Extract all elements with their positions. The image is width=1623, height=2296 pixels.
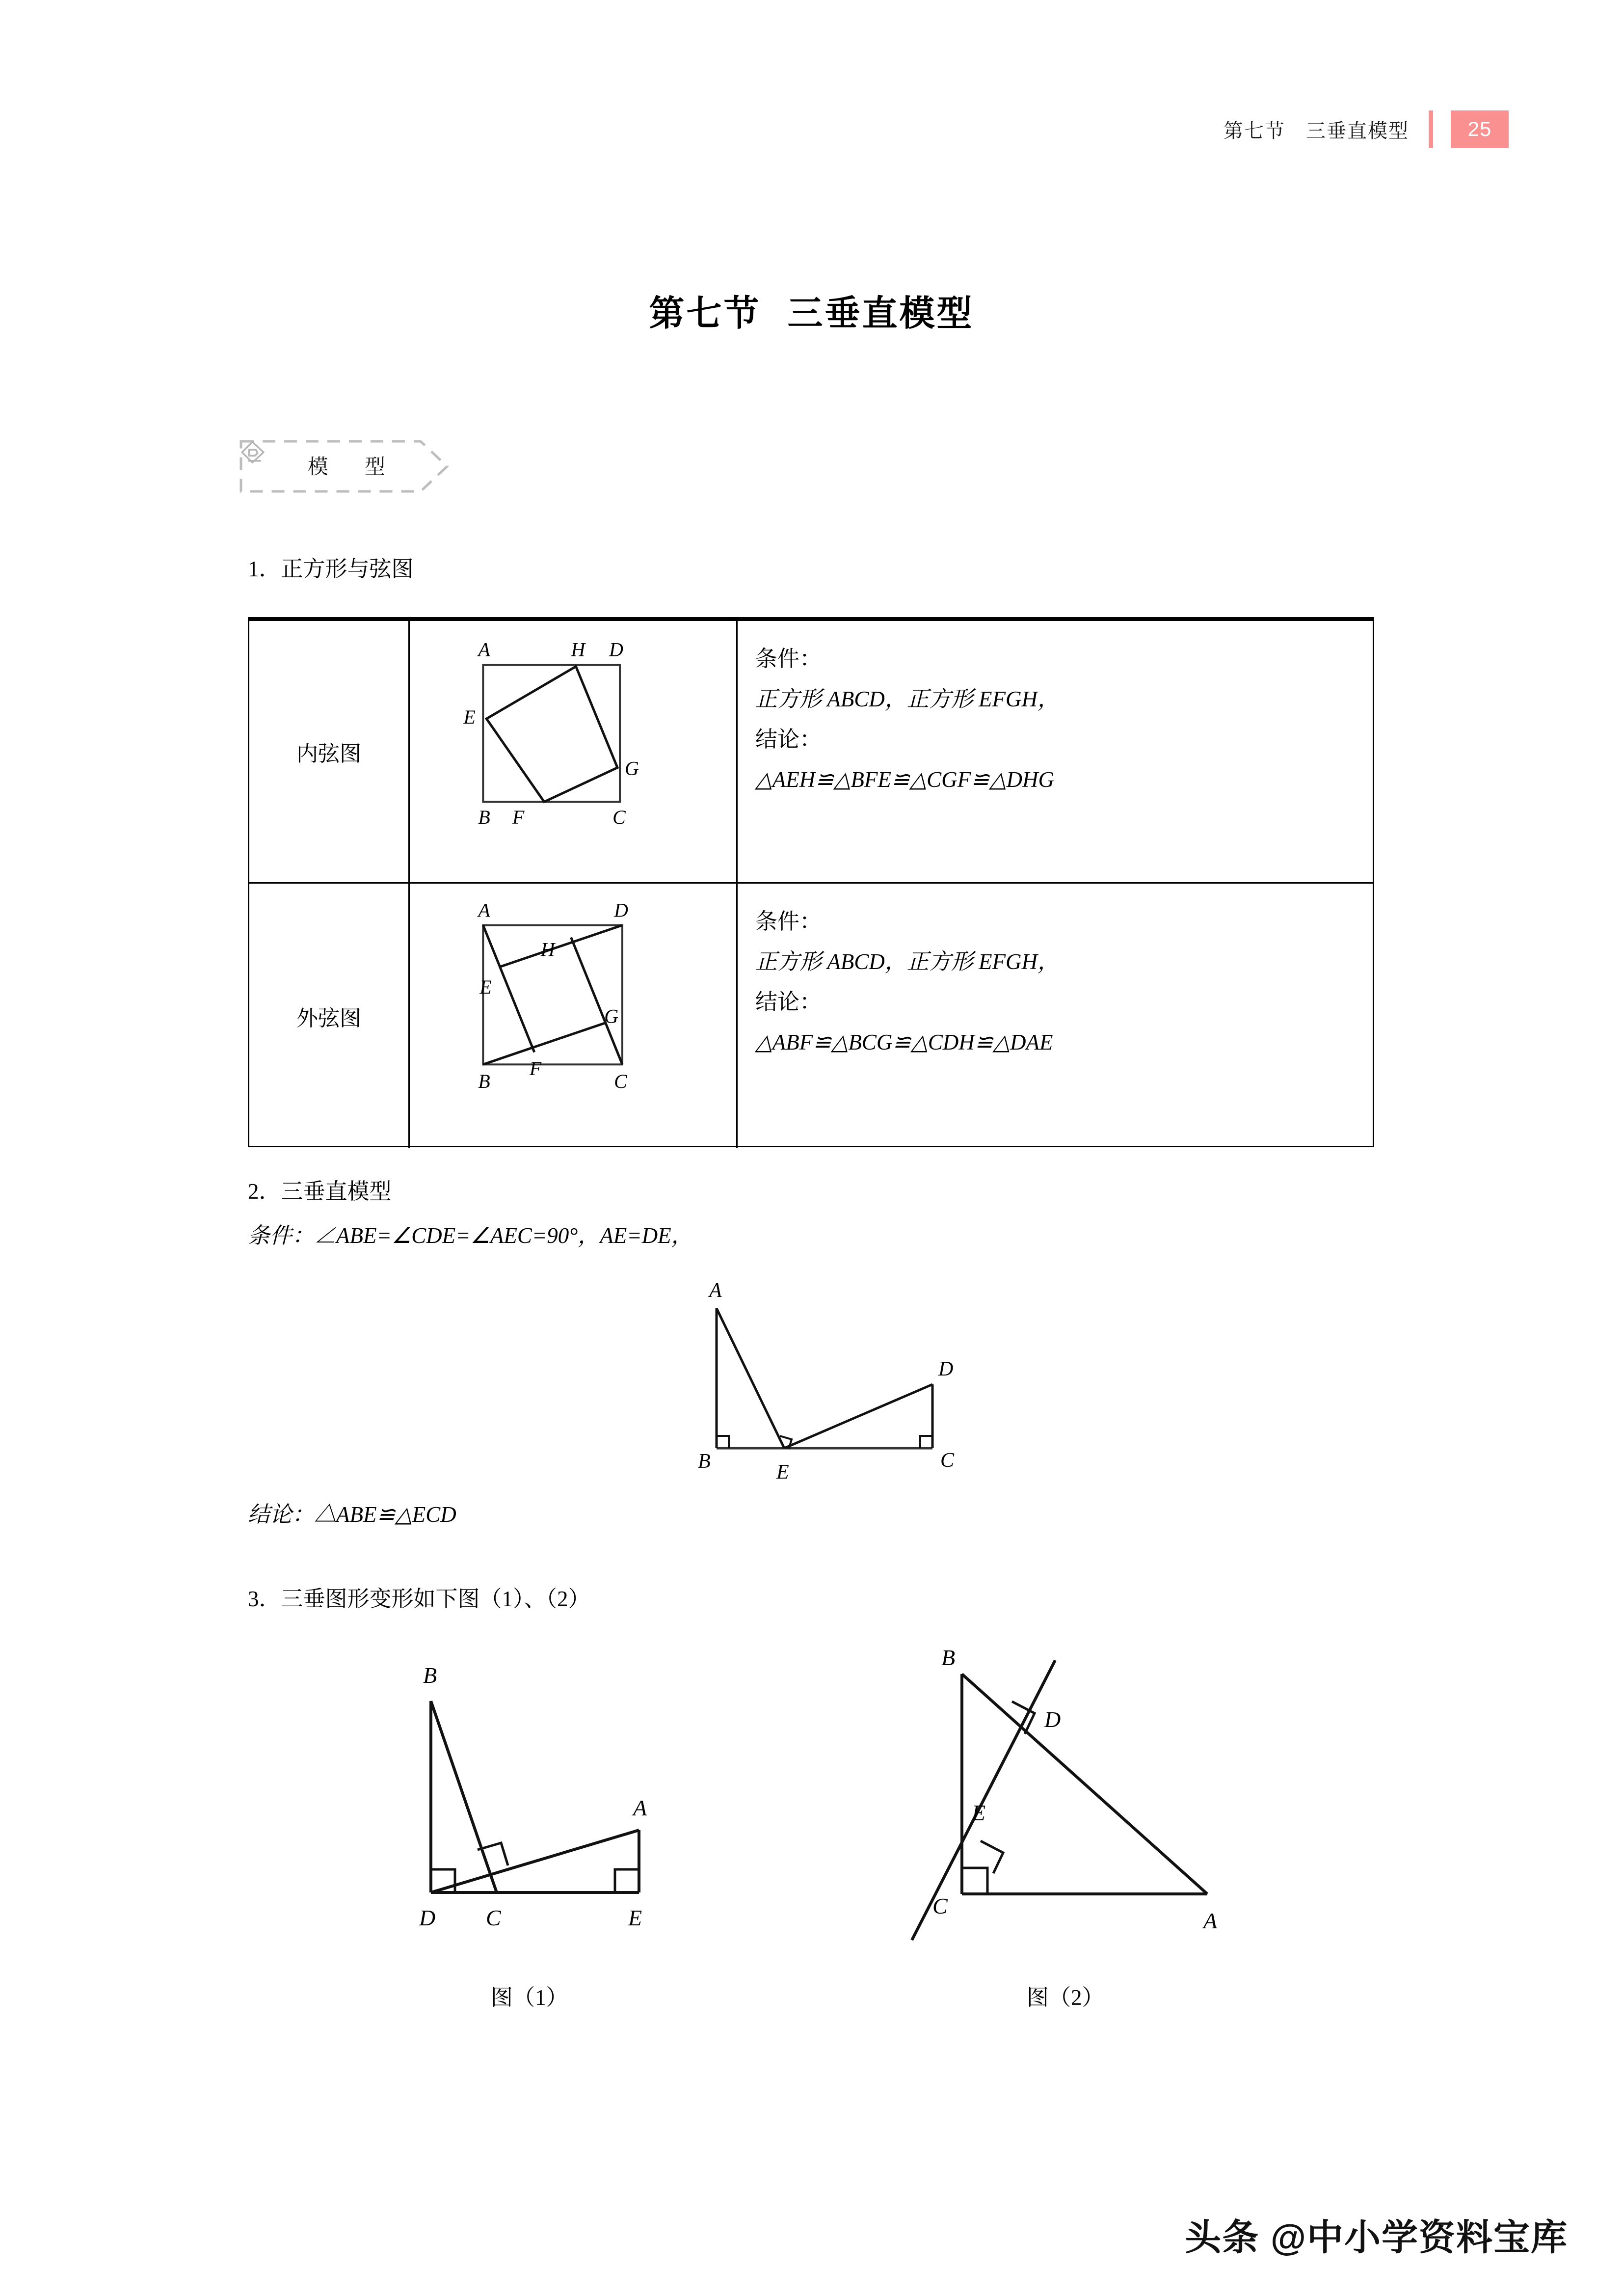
condition-body: 正方形 ABCD，正方形 EFGH， [755, 687, 1060, 711]
page-title [0, 285, 1623, 336]
outer-chord-text [738, 884, 1373, 1148]
svg-text:E: E [776, 1461, 789, 1484]
svg-text:G: G [625, 757, 639, 780]
svg-text:B: B [478, 807, 490, 829]
svg-text:E: E [628, 1905, 642, 1930]
svg-text:H: H [540, 939, 555, 961]
svg-text:A: A [1203, 1908, 1218, 1933]
svg-text:B: B [423, 1663, 437, 1688]
svg-text:C: C [614, 1071, 627, 1093]
section-1-heading: 1．正方形与弦图 [248, 557, 414, 581]
svg-text:D: D [609, 639, 623, 661]
svg-text:A: A [633, 1795, 647, 1820]
svg-text:B: B [698, 1450, 711, 1473]
svg-text:A: A [478, 639, 490, 661]
svg-text:E: E [972, 1800, 986, 1825]
three-perpendicular-svg [667, 1267, 1011, 1497]
page-title-part1: 第七节 [649, 294, 761, 333]
section-2-conclusion: 结论：△ABE≌△ECD [248, 1502, 456, 1527]
inner-chord-square-figure [410, 621, 738, 882]
condition-label: 条件： [755, 909, 822, 934]
svg-text:D: D [614, 899, 628, 921]
svg-text:A: A [478, 899, 490, 921]
row-name-inner: 内弦图 [249, 621, 410, 882]
section-2-condition: 条件：∠ABE=∠CDE=∠AEC=90°，AE=DE， [248, 1223, 693, 1248]
inner-chord-square-svg [410, 621, 736, 883]
three-perpendicular-figure [667, 1267, 1011, 1497]
svg-text:C: C [932, 1893, 948, 1918]
row-name-outer: 外弦图 [249, 884, 410, 1148]
table-row [249, 621, 1373, 884]
condition-body: 正方形 ABCD，正方形 EFGH， [755, 949, 1060, 974]
page-number-badge: 25 [1451, 110, 1509, 148]
table-row [249, 884, 1373, 1148]
svg-text:C: C [612, 807, 626, 829]
svg-text:D: D [938, 1358, 954, 1380]
inner-chord-text [738, 621, 1373, 882]
running-header-section: 第七节 三垂直模型 [1224, 120, 1409, 142]
svg-text:F: F [512, 807, 525, 829]
running-header [1224, 110, 1509, 148]
figure-2-caption: 图（2） [1027, 1985, 1104, 2010]
conclusion-label: 结论： [755, 990, 822, 1014]
svg-text:G: G [604, 1005, 618, 1027]
svg-text:B: B [478, 1071, 490, 1093]
svg-text:D: D [419, 1905, 436, 1930]
svg-text:E: E [479, 976, 492, 998]
variant-figure-1-svg [388, 1635, 702, 1978]
variant-figure-1 [388, 1635, 702, 1978]
svg-text:F: F [529, 1058, 542, 1080]
svg-text:C: C [486, 1905, 501, 1930]
conclusion-body: △AEH≌△BFE≌△CGF≌△DHG [755, 767, 1054, 792]
model-badge [239, 439, 450, 493]
watermark: 头条 @中小学资料宝库 [1185, 2217, 1568, 2258]
svg-text:D: D [1044, 1707, 1061, 1732]
svg-text:C: C [940, 1449, 955, 1472]
condition-label: 条件： [755, 647, 822, 671]
svg-text:B: B [941, 1645, 956, 1670]
section-2-heading: 2．三垂直模型 [248, 1179, 392, 1204]
eraser-icon [239, 439, 267, 467]
outer-chord-square-svg [410, 884, 736, 1147]
svg-text:E: E [463, 706, 476, 729]
svg-text:H: H [571, 639, 585, 661]
conclusion-body: △ABF≌△BCG≌△CDH≌△DAE [755, 1030, 1053, 1054]
variant-figure-2-svg [903, 1620, 1247, 1978]
header-accent-rule [1429, 110, 1433, 148]
section-3-heading: 3．三垂图形变形如下图（1）、（2） [248, 1587, 590, 1611]
outer-chord-square-figure [410, 884, 738, 1148]
svg-text:A: A [709, 1279, 722, 1302]
variant-figure-2 [903, 1620, 1247, 1978]
page-title-part2: 三垂直模型 [787, 294, 974, 333]
badge-label: 模 型 [308, 455, 394, 478]
conclusion-label: 结论： [755, 727, 822, 752]
model-table [248, 617, 1374, 1147]
figure-1-caption: 图（1） [491, 1985, 568, 2010]
